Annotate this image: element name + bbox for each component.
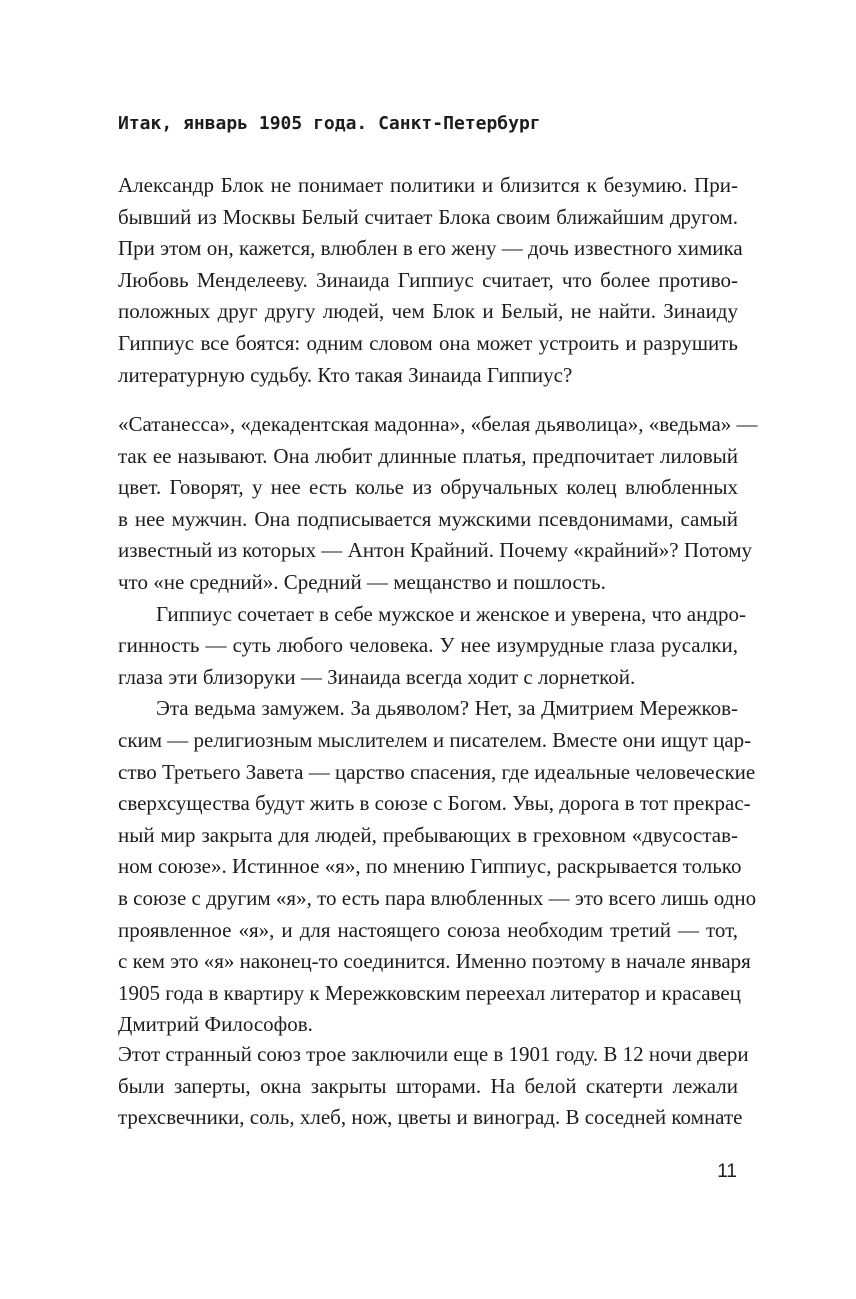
text-line: так ее называют. Она любит длинные платья, предпочитает лиловый bbox=[118, 443, 738, 468]
text-line: гинность — суть любого человека. У нее изумрудные глаза русалки, bbox=[118, 633, 738, 658]
paragraph-block-2 bbox=[118, 409, 758, 1041]
text-line: Александр Блок не понимает политики и близится к безумию. При- bbox=[118, 173, 738, 197]
text-line: Дмитрий Философов. bbox=[118, 1012, 313, 1037]
text-line: с кем это «я» наконец-то соединится. Именно поэтому в начале января bbox=[118, 949, 751, 974]
page-number: 11 bbox=[717, 1161, 737, 1182]
text-line: Эта ведьма замужем. За дьяволом? Нет, за Дмитрием Мережков- bbox=[156, 696, 738, 721]
text-line: бывший из Москвы Белый считает Блока своим ближайшим другом. bbox=[118, 204, 738, 229]
text-line: глаза эти близоруки — Зинаида всегда ходит с лорнеткой. bbox=[118, 664, 636, 689]
text-line: ство Третьего Завета — царство спасения, где идеальные человеческие bbox=[118, 759, 756, 784]
text-line: При этом он, кажется, влюблен в его жену — дочь известного химика bbox=[118, 236, 743, 261]
text-line: проявленное «я», и для настоящего союза необходим третий — тот, bbox=[118, 917, 738, 942]
text-line: цвет. Говорят, у нее есть колье из обручальных колец влюбленных bbox=[118, 475, 738, 500]
text-line: Гиппиус сочетает в себе мужское и женское и уверена, что андро- bbox=[156, 601, 746, 626]
text-line: трехсвечники, соль, хлеб, нож, цветы и виноград. В соседней комнате bbox=[118, 1105, 743, 1130]
text-line: ный мир закрыта для людей, пребывающих в греховном «двусостав- bbox=[118, 822, 738, 847]
text-line: положных друг другу людей, чем Блок и Белый, не найти. Зинаиду bbox=[118, 299, 738, 324]
section-heading: Итак, январь 1905 года. Санкт-Петербург bbox=[118, 113, 541, 134]
text-line: Этот странный союз трое заключили еще в 1901 году. В 12 ночи двери bbox=[118, 1042, 749, 1066]
text-line: что «не средний». Средний — мещанство и пошлость. bbox=[118, 569, 606, 594]
text-line: известный из которых — Антон Крайний. Почему «крайний»? Потому bbox=[118, 538, 752, 563]
text-line: ном союзе». Истинное «я», по мнению Гиппиус, раскрывается только bbox=[118, 854, 742, 879]
paragraph-block-3 bbox=[118, 1039, 749, 1134]
paragraph-block-1 bbox=[118, 170, 743, 391]
text-line: в нее мужчин. Она подписывается мужскими псевдонимами, самый bbox=[118, 506, 738, 531]
text-line: 1905 года в квартиру к Мережковским переехал литератор и красавец bbox=[118, 980, 741, 1005]
text-line: Гиппиус все боятся: одним словом она может устроить и разрушить bbox=[118, 330, 738, 355]
text-line: Любовь Менделееву. Зинаида Гиппиус считает, что более противо- bbox=[118, 267, 738, 292]
text-line: литературную судьбу. Кто такая Зинаида Гиппиус? bbox=[118, 362, 573, 387]
text-line: сверхсущества будут жить в союзе с Богом. Увы, дорога в тот прекрас- bbox=[118, 791, 751, 816]
text-line: «Сатанесса», «декадентская мадонна», «белая дьяволица», «ведьма» — bbox=[118, 412, 758, 436]
text-line: в союзе с другим «я», то есть пара влюбленных — это всего лишь одно bbox=[118, 885, 757, 910]
text-line: были заперты, окна закрыты шторами. На белой скатерти лежали bbox=[118, 1073, 738, 1098]
text-line: ским — религиозным мыслителем и писателем. Вместе они ищут цар- bbox=[118, 727, 752, 752]
